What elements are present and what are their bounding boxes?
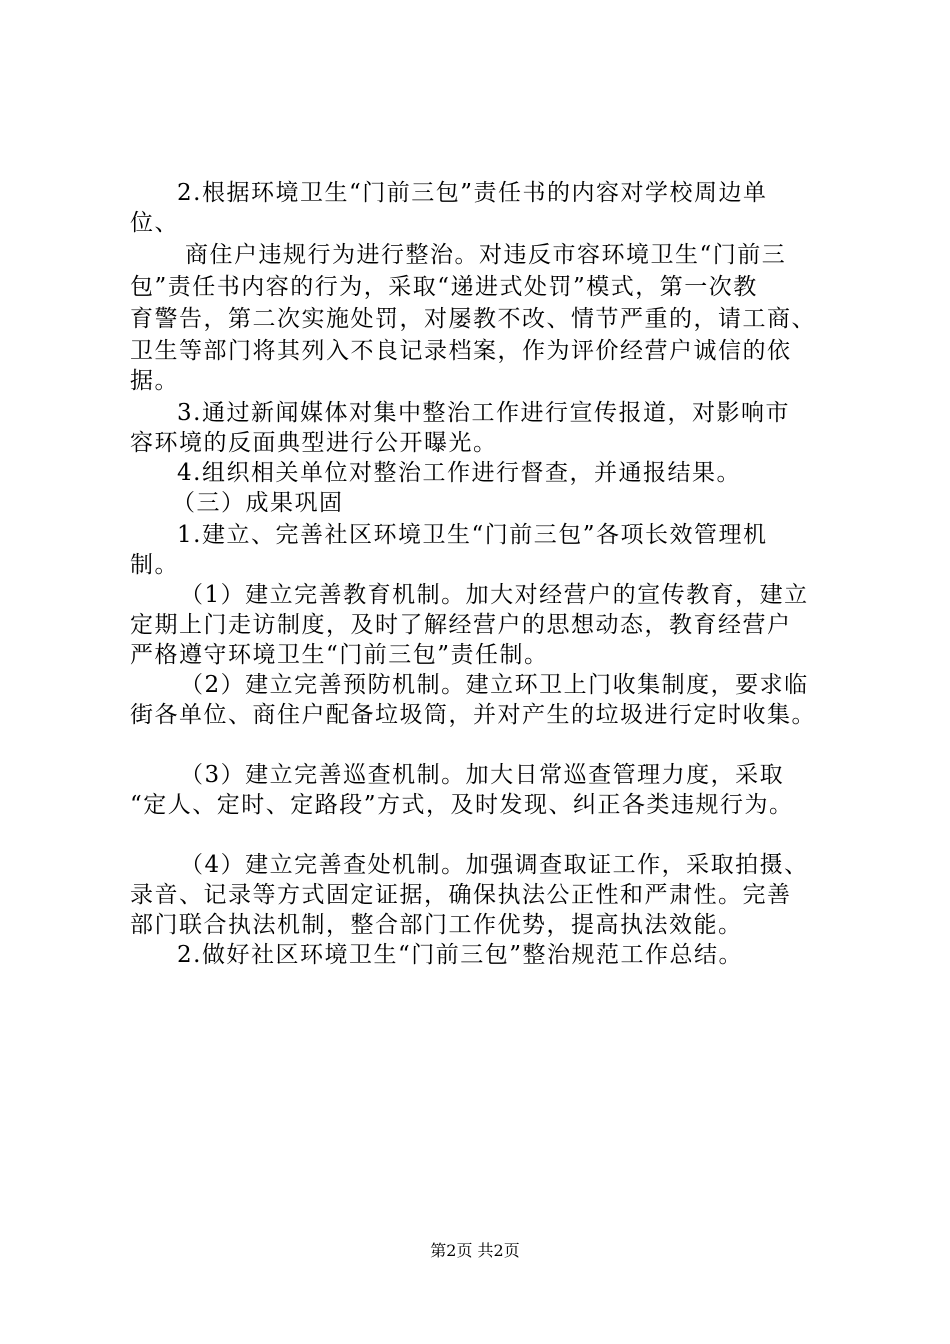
text-line: 3.通过新闻媒体对集中整治工作进行宣传报道，对影响市	[177, 400, 790, 426]
text-line: 录音、记录等方式固定证据，确保执法公正性和严肃性。完善	[130, 882, 792, 908]
text-line: 容环境的反面典型进行公开曝光。	[130, 430, 498, 456]
text-line: 商住户违规行为进行整治。对违反市容环境卫生“门前三	[185, 242, 787, 268]
text-line: 1.建立、完善社区环境卫生“门前三包”各项长效管理机	[177, 522, 768, 548]
text-line: “定人、定时、定路段”方式，及时发现、纠正各类违规行为。	[130, 792, 794, 818]
text-line: 2.根据环境卫生“门前三包”责任书的内容对学校周边单	[177, 180, 768, 206]
text-line: 定期上门走访制度，及时了解经营户的思想动态，教育经营户	[130, 612, 792, 638]
text-line: 严格遵守环境卫生“门前三包”责任制。	[130, 642, 549, 668]
text-line: 据。	[130, 368, 179, 394]
text-line: 包”责任书内容的行为，采取“递进式处罚”模式，第一次教	[130, 274, 758, 300]
text-line: 制。	[130, 552, 179, 578]
text-line: 街各单位、商住户配备垃圾筒，并对产生的垃圾进行定时收集。	[130, 702, 816, 728]
text-line: （4）建立完善查处机制。加强调查取证工作，采取拍摄、	[180, 852, 809, 878]
text-line: （1）建立完善教育机制。加大对经营户的宣传教育，建立	[180, 582, 809, 608]
text-line: 4.组织相关单位对整治工作进行督查，并通报结果。	[177, 460, 741, 486]
text-line: 部门联合执法机制，整合部门工作优势，提高执法效能。	[130, 912, 743, 938]
text-line: 位、	[130, 210, 179, 236]
page-footer: 第2页 共2页	[430, 1241, 520, 1260]
text-line: 2.做好社区环境卫生“门前三包”整治规范工作总结。	[177, 942, 743, 968]
text-line: 育警告，第二次实施处罚，对屡教不改、情节严重的，请工商、	[130, 306, 816, 332]
text-line: （3）建立完善巡查机制。加大日常巡查管理力度，采取	[180, 762, 785, 788]
section-heading: （三）成果巩固	[172, 490, 344, 516]
text-line: 卫生等部门将其列入不良记录档案，作为评价经营户诚信的依	[130, 338, 792, 364]
text-line: （2）建立完善预防机制。建立环卫上门收集制度，要求临	[180, 672, 809, 698]
